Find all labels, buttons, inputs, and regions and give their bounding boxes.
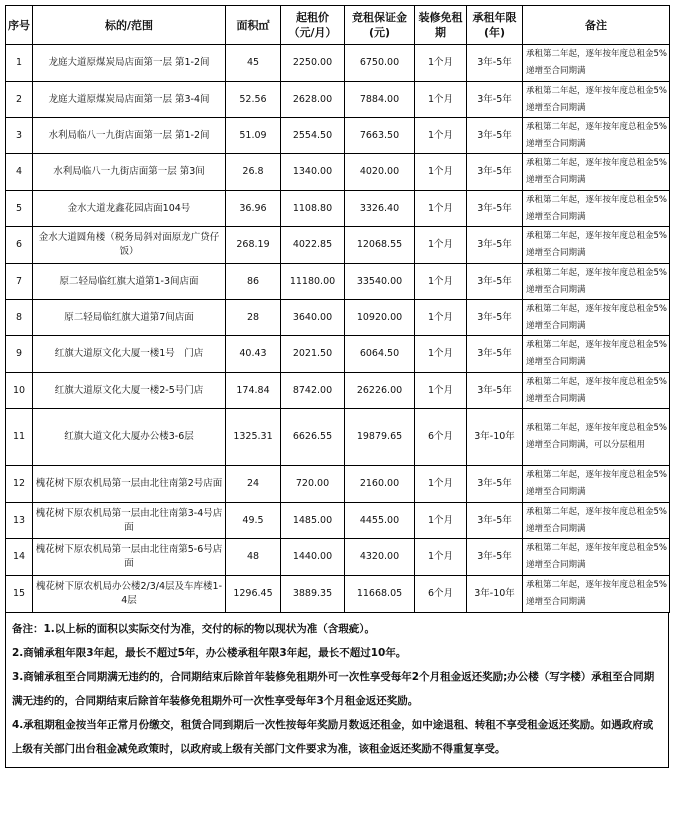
- table-row: [6, 466, 670, 503]
- row-scope: 红旗大道原文化大厦一楼1号 门店: [33, 336, 226, 373]
- header-free-period: 装修免租期: [415, 6, 467, 45]
- notes-section: [5, 613, 669, 768]
- row-number: 5: [6, 191, 33, 227]
- row-remark: 承租第二年起，逐年按年度总租金5%递增至合同期满: [523, 82, 670, 118]
- row-number: 10: [6, 373, 33, 409]
- row-term: 3年-5年: [467, 466, 523, 503]
- row-deposit: 19879.65: [345, 409, 415, 466]
- table-row: [6, 539, 670, 576]
- row-scope: 金水大道龙鑫花园店面104号: [33, 191, 226, 227]
- table-row: [6, 300, 670, 336]
- row-number: 6: [6, 227, 33, 264]
- row-free-period: 1个月: [415, 373, 467, 409]
- header-term: 承租年限(年): [467, 6, 523, 45]
- row-deposit: 6064.50: [345, 336, 415, 373]
- row-term: 3年-5年: [467, 373, 523, 409]
- row-number: 9: [6, 336, 33, 373]
- row-scope: 红旗大道文化大厦办公楼3-6层: [33, 409, 226, 466]
- row-term: 3年-5年: [467, 191, 523, 227]
- row-term: 3年-10年: [467, 409, 523, 466]
- row-scope: 水利局临八一九街店面第一层 第1-2间: [33, 118, 226, 154]
- note-line: 3.商铺承租至合同期满无违约的，合同期结束后除首年装修免租期外可一次性享受每年2个月租金返还奖励;办公楼（写字楼）承租至合同期满无违约的，合同期结束后除首年装修免租期外可一次性享受每年3个月租金返还奖励。: [12, 671, 655, 707]
- row-term: 3年-10年: [467, 576, 523, 613]
- row-scope: 槐花树下原农机局第一层由北往南第5-6号店面: [33, 539, 226, 576]
- note-line: 2.商铺承租年限3年起，最长不超过5年，办公楼承租年限3年起，最长不超过10年。: [12, 647, 407, 659]
- row-price: 1108.80: [281, 191, 345, 227]
- row-number: 11: [6, 409, 33, 466]
- row-number: 14: [6, 539, 33, 576]
- table-row: [6, 336, 670, 373]
- row-number: 8: [6, 300, 33, 336]
- row-area: 45: [226, 45, 281, 82]
- row-number: 3: [6, 118, 33, 154]
- row-number: 13: [6, 503, 33, 539]
- row-free-period: 1个月: [415, 191, 467, 227]
- row-deposit: 3326.40: [345, 191, 415, 227]
- row-free-period: 1个月: [415, 466, 467, 503]
- row-deposit: 7663.50: [345, 118, 415, 154]
- row-number: 12: [6, 466, 33, 503]
- row-area: 26.8: [226, 154, 281, 191]
- row-price: 3889.35: [281, 576, 345, 613]
- row-area: 86: [226, 264, 281, 300]
- table-row: [6, 264, 670, 300]
- row-free-period: 1个月: [415, 82, 467, 118]
- row-remark: 承租第二年起，逐年按年度总租金5%递增至合同期满: [523, 539, 670, 576]
- row-term: 3年-5年: [467, 154, 523, 191]
- table-row: [6, 503, 670, 539]
- row-free-period: 1个月: [415, 539, 467, 576]
- row-deposit: 10920.00: [345, 300, 415, 336]
- row-number: 4: [6, 154, 33, 191]
- table-row: [6, 409, 670, 466]
- row-area: 268.19: [226, 227, 281, 264]
- row-scope: 槐花树下原农机局第一层由北往南第3-4号店面: [33, 503, 226, 539]
- row-remark: 承租第二年起，逐年按年度总租金5%递增至合同期满: [523, 118, 670, 154]
- row-deposit: 26226.00: [345, 373, 415, 409]
- table-header-row: [6, 6, 670, 45]
- row-price: 720.00: [281, 466, 345, 503]
- row-price: 11180.00: [281, 264, 345, 300]
- row-remark: 承租第二年起，逐年按年度总租金5%递增至合同期满: [523, 373, 670, 409]
- row-price: 1340.00: [281, 154, 345, 191]
- row-free-period: 1个月: [415, 264, 467, 300]
- row-price: 2021.50: [281, 336, 345, 373]
- header-area: 面积㎡: [226, 6, 281, 45]
- row-scope: 龙庭大道原煤炭局店面第一层 第1-2间: [33, 45, 226, 82]
- row-area: 36.96: [226, 191, 281, 227]
- row-number: 2: [6, 82, 33, 118]
- row-remark: 承租第二年起，逐年按年度总租金5%递增至合同期满: [523, 154, 670, 191]
- row-area: 24: [226, 466, 281, 503]
- listing-document: [5, 5, 669, 768]
- row-free-period: 1个月: [415, 336, 467, 373]
- row-area: 1296.45: [226, 576, 281, 613]
- row-scope: 原二轻局临红旗大道第1-3间店面: [33, 264, 226, 300]
- note-line: 备注：1.以上标的面积以实际交付为准，交付的标的物以现状为准（含瑕疵）。: [12, 623, 376, 635]
- row-free-period: 1个月: [415, 45, 467, 82]
- header-deposit: 竞租保证金(元): [345, 6, 415, 45]
- row-scope: 原二轻局临红旗大道第7间店面: [33, 300, 226, 336]
- row-free-period: 1个月: [415, 503, 467, 539]
- row-price: 2554.50: [281, 118, 345, 154]
- header-scope: 标的/范围: [33, 6, 226, 45]
- row-area: 48: [226, 539, 281, 576]
- row-number: 1: [6, 45, 33, 82]
- table-row: [6, 373, 670, 409]
- row-deposit: 4455.00: [345, 503, 415, 539]
- row-term: 3年-5年: [467, 503, 523, 539]
- row-remark: 承租第二年起，逐年按年度总租金5%递增至合同期满: [523, 336, 670, 373]
- row-term: 3年-5年: [467, 336, 523, 373]
- row-free-period: 1个月: [415, 227, 467, 264]
- row-term: 3年-5年: [467, 264, 523, 300]
- row-deposit: 6750.00: [345, 45, 415, 82]
- row-free-period: 1个月: [415, 154, 467, 191]
- header-price: 起租价（元/月）: [281, 6, 345, 45]
- table-row: [6, 191, 670, 227]
- row-price: 8742.00: [281, 373, 345, 409]
- row-remark: 承租第二年起，逐年按年度总租金5%递增至合同期满: [523, 300, 670, 336]
- rental-listing-table: [5, 5, 670, 613]
- row-remark: 承租第二年起，逐年按年度总租金5%递增至合同期满: [523, 45, 670, 82]
- row-deposit: 33540.00: [345, 264, 415, 300]
- row-deposit: 4320.00: [345, 539, 415, 576]
- row-price: 2628.00: [281, 82, 345, 118]
- row-free-period: 1个月: [415, 118, 467, 154]
- table-row: [6, 82, 670, 118]
- table-body: [6, 45, 670, 613]
- row-remark: 承租第二年起，逐年按年度总租金5%递增至合同期满: [523, 227, 670, 264]
- row-price: 6626.55: [281, 409, 345, 466]
- table-row: [6, 576, 670, 613]
- row-scope: 槐花树下原农机局第一层由北往南第2号店面: [33, 466, 226, 503]
- row-area: 28: [226, 300, 281, 336]
- row-deposit: 11668.05: [345, 576, 415, 613]
- header-no: 序号: [6, 6, 33, 45]
- row-price: 1440.00: [281, 539, 345, 576]
- row-deposit: 12068.55: [345, 227, 415, 264]
- row-remark: 承租第二年起，逐年按年度总租金5%递增至合同期满: [523, 466, 670, 503]
- row-scope: 金水大道圆角楼（税务局斜对面原龙广贷仔饭）: [33, 227, 226, 264]
- note-line: 4.承租期租金按当年正常月份缴交，租赁合同到期后一次性按每年奖励月数返还租金，如中途退租、转租不享受租金返还奖励。如遇政府或上级有关部门出台租金减免政策时，以政府或上级有关部门文件要求为准，该租金返还奖励不得重复享受。: [12, 719, 654, 755]
- row-price: 2250.00: [281, 45, 345, 82]
- row-deposit: 2160.00: [345, 466, 415, 503]
- row-free-period: 6个月: [415, 409, 467, 466]
- row-number: 7: [6, 264, 33, 300]
- table-row: [6, 227, 670, 264]
- row-area: 52.56: [226, 82, 281, 118]
- row-area: 51.09: [226, 118, 281, 154]
- row-remark: 承租第二年起，逐年按年度总租金5%递增至合同期满: [523, 503, 670, 539]
- row-remark: 承租第二年起，逐年按年度总租金5%递增至合同期满: [523, 576, 670, 613]
- row-free-period: 1个月: [415, 300, 467, 336]
- row-remark: 承租第二年起，逐年按年度总租金5%递增至合同期满: [523, 191, 670, 227]
- row-price: 3640.00: [281, 300, 345, 336]
- row-remark: 承租第二年起，逐年按年度总租金5%递增至合同期满: [523, 264, 670, 300]
- header-remark: 备注: [523, 6, 670, 45]
- row-term: 3年-5年: [467, 227, 523, 264]
- row-scope: 水利局临八一九街店面第一层 第3间: [33, 154, 226, 191]
- row-free-period: 6个月: [415, 576, 467, 613]
- row-area: 174.84: [226, 373, 281, 409]
- row-scope: 槐花树下原农机局办公楼2/3/4层及车库楼1-4层: [33, 576, 226, 613]
- table-row: [6, 118, 670, 154]
- row-term: 3年-5年: [467, 118, 523, 154]
- row-price: 1485.00: [281, 503, 345, 539]
- row-price: 4022.85: [281, 227, 345, 264]
- row-term: 3年-5年: [467, 82, 523, 118]
- row-scope: 龙庭大道原煤炭局店面第一层 第3-4间: [33, 82, 226, 118]
- table-row: [6, 45, 670, 82]
- row-number: 15: [6, 576, 33, 613]
- row-deposit: 7884.00: [345, 82, 415, 118]
- row-remark: 承租第二年起，逐年按年度总租金5%递增至合同期满，可以分层租用: [523, 409, 670, 466]
- row-area: 49.5: [226, 503, 281, 539]
- row-area: 1325.31: [226, 409, 281, 466]
- row-term: 3年-5年: [467, 300, 523, 336]
- row-area: 40.43: [226, 336, 281, 373]
- row-term: 3年-5年: [467, 539, 523, 576]
- row-deposit: 4020.00: [345, 154, 415, 191]
- table-row: [6, 154, 670, 191]
- row-scope: 红旗大道原文化大厦一楼2-5号门店: [33, 373, 226, 409]
- row-term: 3年-5年: [467, 45, 523, 82]
